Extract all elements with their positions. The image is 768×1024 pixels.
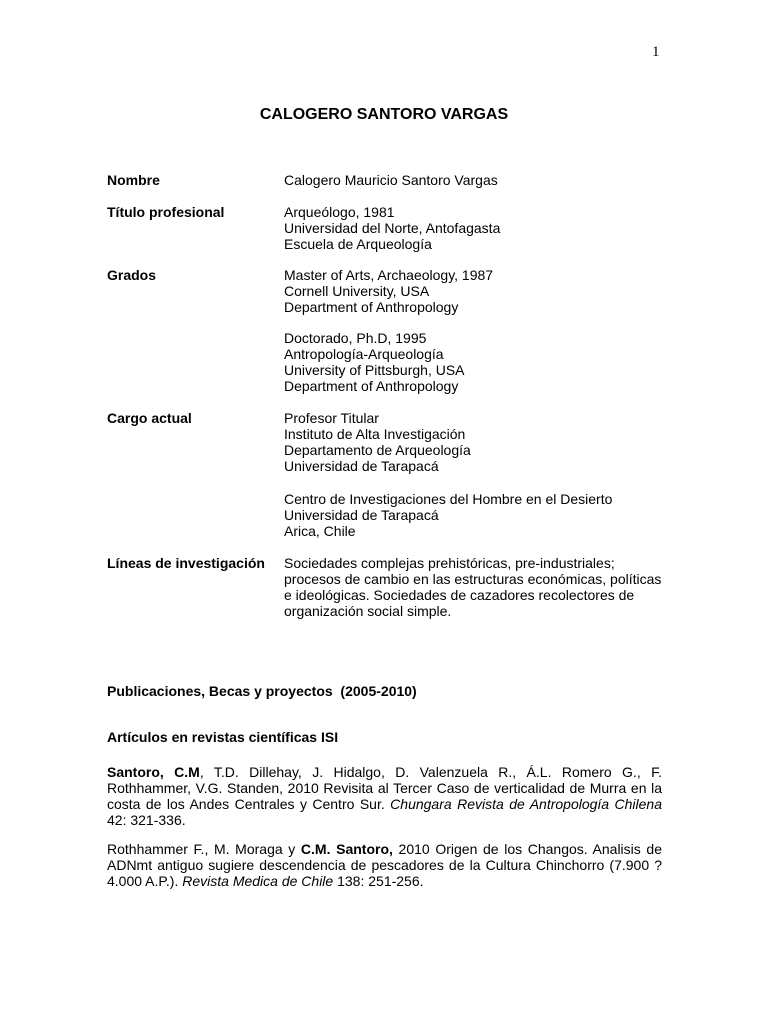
field-line: Arica, Chile [284,523,356,539]
field-line: Cornell University, USA [284,283,430,299]
field-label-grados: Grados [107,267,157,283]
field-line: Arqueólogo, 1981 [284,204,395,220]
field-value-doctorado [284,330,465,394]
field-line: Universidad de Tarapacá [284,458,439,474]
field-label-nombre: Nombre [107,172,160,188]
field-line: Universidad de Tarapacá [284,507,439,523]
field-line: Escuela de Arqueología [284,236,432,252]
section-heading: Publicaciones, Becas y proyectos (2005-2010) [107,683,417,699]
reference-text: , T.D. Dillehay, J. Hidalgo, D. Valenzuela R., Á.L. Romero G., F. Rothhammer, V.G. Standen, 2010 Revisita al Tercer Caso de verticalidad de Murra en la costa de los Andes Centrales y Centro Sur. [107,764,662,812]
reference-authors-lead: Rothhammer F., M. Moraga y [107,841,301,857]
field-label-titulo: Título profesional [107,204,225,220]
field-line: Sociedades complejas prehistóricas, pre-industriales; [284,555,615,571]
field-line: Universidad del Norte, Antofagasta [284,220,501,236]
field-line: procesos de cambio en las estructuras económicas, políticas [284,571,662,587]
field-value-titulo [284,204,500,252]
field-value-centro [284,491,612,539]
field-line: University of Pittsburgh, USA [284,362,465,378]
page-number: 1 [652,44,660,60]
field-value-nombre [284,172,498,188]
field-line: Calogero Mauricio Santoro Vargas [284,172,498,188]
field-line: Master of Arts, Archaeology, 1987 [284,267,494,283]
field-line: Instituto de Alta Investigación [284,426,466,442]
field-line: Profesor Titular [284,410,379,426]
reference-text: 2010 Origen de los Changos. Analisis de ADNmt antiguo sugiere descendencia de pescadores de la Cultura Chinchorro (7.900 ? 4.000 A.P.). [107,841,662,889]
field-value-cargo [284,410,471,474]
reference-author: Santoro, C.M [107,764,200,780]
field-line: Departamento de Arqueología [284,442,471,458]
field-line: Antropología-Arqueología [284,346,444,362]
field-value-grados [284,267,493,315]
field-line: e ideológicas. Sociedades de cazadores recolectores de [284,587,635,603]
field-label-lineas: Líneas de investigación [107,555,265,571]
field-line: Department of Anthropology [284,378,459,394]
field-label-cargo: Cargo actual [107,410,192,426]
field-value-lineas [284,555,661,619]
subsection-heading: Artículos en revistas científicas ISI [107,729,339,745]
reference-author: C.M. Santoro, [300,841,393,857]
field-line: Department of Anthropology [284,299,459,315]
field-line: Centro de Investigaciones del Hombre en el Desierto [284,491,613,507]
field-line: Doctorado, Ph.D, 1995 [284,330,427,346]
reference-2 [107,841,662,889]
reference-pages: 138: 251-256. [333,873,424,889]
document-title: CALOGERO SANTORO VARGAS [259,106,509,123]
reference-journal: Chungara Revista de Antropología Chilena [390,796,663,812]
reference-pages: 42: 321-336. [107,812,186,828]
reference-journal: Revista Medica de Chile [182,873,334,889]
reference-1 [107,764,662,828]
field-line: organización social simple. [284,603,452,619]
